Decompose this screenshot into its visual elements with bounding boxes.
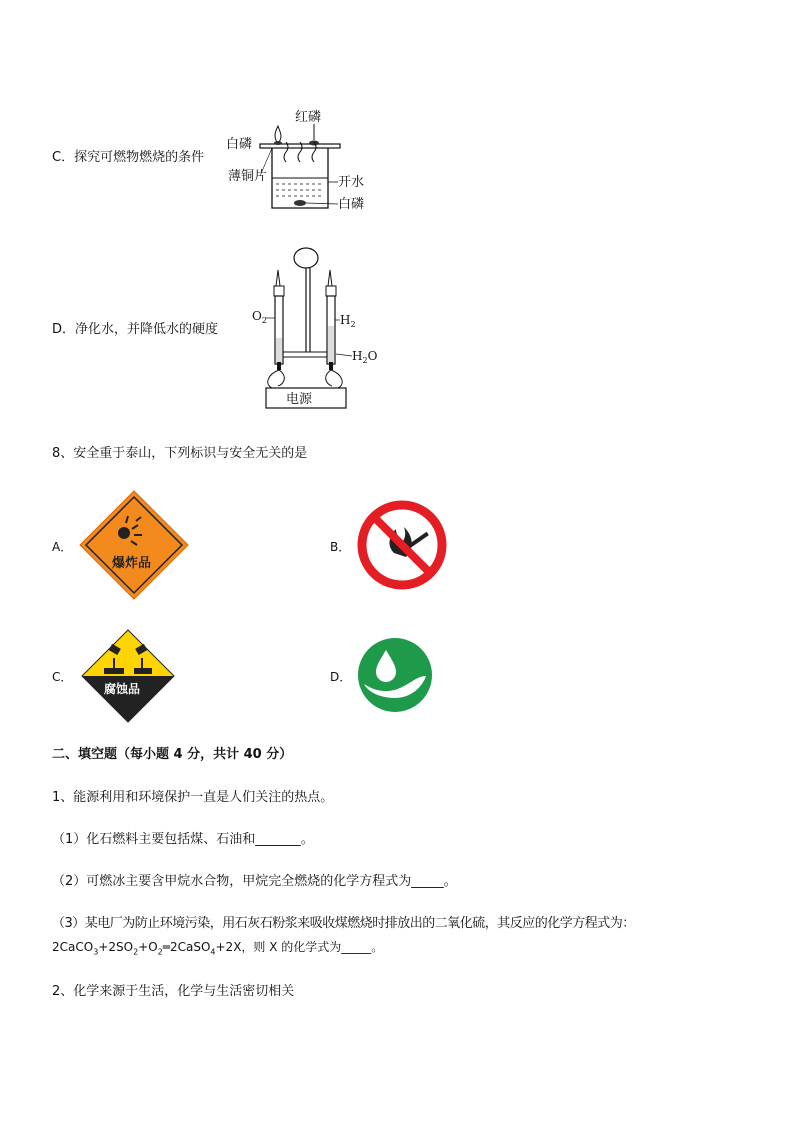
red-phosphorus-label: 红磷 <box>295 110 322 125</box>
red-phosphorus-lump <box>309 141 319 146</box>
option-letter: D． <box>52 322 76 337</box>
water-saving-sign <box>356 636 434 714</box>
flame-icon <box>275 126 281 142</box>
option-c-letter: C． <box>52 670 73 684</box>
hot-water-label: 开水 <box>338 175 365 190</box>
explosive-sign <box>78 489 190 601</box>
corrosive-label: 腐蚀品 <box>104 682 141 696</box>
corrosive-sign <box>80 628 176 724</box>
question-2-stem: 2、化学来源于生活，化学与生活密切相关 <box>52 984 295 999</box>
explosive-label: 爆炸品 <box>112 556 152 571</box>
question-1-part-1: （1）化石燃料主要包括煤、石油和_______。 <box>52 832 314 847</box>
option-d-letter: D． <box>330 670 352 684</box>
section-heading: 二、填空题（每小题 4 分，共计 40 分） <box>52 747 293 762</box>
option-text: 探究可燃物燃烧的条件 <box>74 150 205 165</box>
white-phosphorus-top-label: 白磷 <box>226 137 253 152</box>
question-1-stem: 1、能源利用和环境保护一直是人们关注的热点。 <box>52 790 334 805</box>
option-b-letter: B． <box>330 540 351 554</box>
question-1-part-3: （3）某电厂为防止环境污染，用石灰石粉浆来吸收煤燃烧时排放出的二氧化硫，其反应的化学方程式为： <box>52 916 635 931</box>
copper-sheet <box>260 144 340 148</box>
option-d-label <box>52 322 218 338</box>
copper-sheet-label: 薄铜片 <box>228 169 268 184</box>
option-a-letter: A． <box>52 540 73 554</box>
white-phosphorus-bottom-label: 白磷 <box>338 197 365 212</box>
option-letter: C． <box>52 150 75 165</box>
white-phosphorus-lump <box>274 141 282 145</box>
electrolysis-apparatus-figure <box>248 244 388 412</box>
power-label: 电源 <box>286 392 313 407</box>
question-1-part-2: （2）可燃冰主要含甲烷水合物，甲烷完全燃烧的化学方程式为_____。 <box>52 874 457 889</box>
h2-label: $H_2$ <box>340 313 356 329</box>
question-8-stem: 8、安全重于泰山，下列标识与安全无关的是 <box>52 446 308 461</box>
option-text: 净化水，并降低水的硬度 <box>75 322 219 337</box>
option-c-label <box>52 150 204 166</box>
no-fire-sign <box>356 499 448 591</box>
h2o-label: $H_2O$ <box>352 349 378 365</box>
bomb-icon <box>118 527 130 539</box>
combustion-experiment-figure <box>220 104 380 214</box>
funnel-bulb <box>294 248 318 268</box>
o2-label: $O_2$ <box>252 309 267 325</box>
question-1-equation: $2CaCO_3+2SO_2+O_2═2CaSO_4+2X$，则 X 的化学式为_____。 <box>52 940 384 957</box>
